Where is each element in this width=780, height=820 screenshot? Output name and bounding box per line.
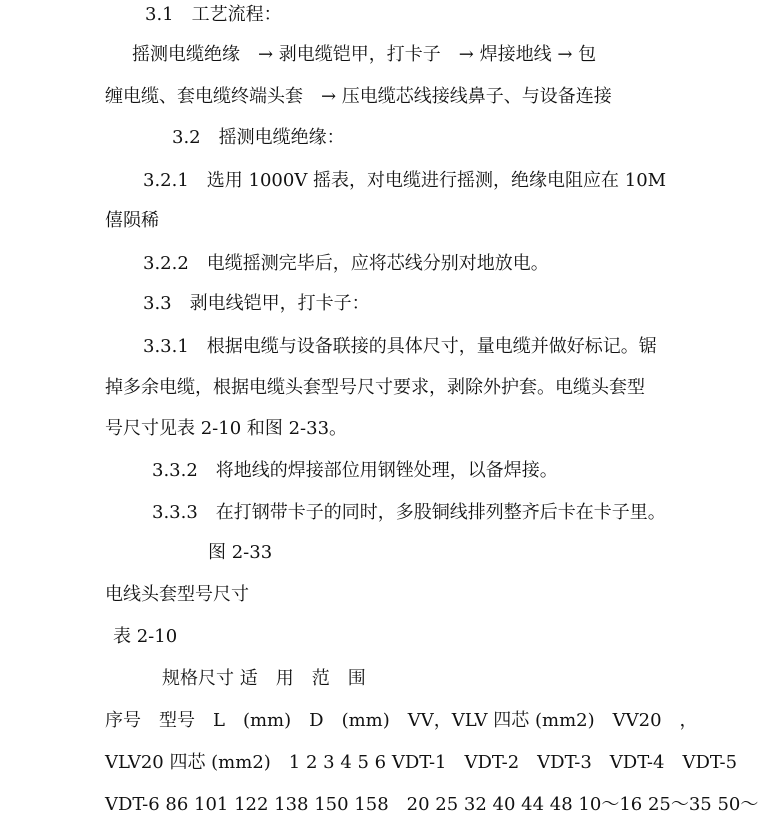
paragraph-line: 3.3.2 将地线的焊接部位用钢锉处理，以备焊接。 xyxy=(152,460,558,481)
paragraph-line: 3.3.1 根据电缆与设备联接的具体尺寸，量电缆并做好标记。锯 xyxy=(143,336,657,357)
section-heading-3-1: 3.1 工艺流程： xyxy=(145,4,282,25)
table-header-line: 规格尺寸 适 用 范 围 xyxy=(162,668,366,689)
figure-caption: 图 2-33 xyxy=(208,542,273,563)
paragraph-line: 3.2.2 电缆摇测完毕后，应将芯线分别对地放电。 xyxy=(143,253,549,274)
paragraph-line: 3.2.1 选用 1000V 摇表，对电缆进行摇测，绝缘电阻应在 10M xyxy=(143,170,667,191)
paragraph-line: 号尺寸见表 2-10 和图 2-33。 xyxy=(105,418,348,439)
table-row-line: VDT-6 86 101 122 138 150 158 20 25 32 40 44 48 10～16 25～35 50～ xyxy=(105,794,759,815)
section-heading-3-2: 3.2 摇测电缆绝缘： xyxy=(172,127,345,148)
table-number: 表 2-10 xyxy=(113,626,178,647)
table-row-line: 序号 型号 L (mm) D (mm) VV，VLV 四芯 (mm2) VV20 ， xyxy=(105,710,698,731)
paragraph-line: 僖陨稀 xyxy=(105,210,159,231)
paragraph-line: 掉多余电缆，根据电缆头套型号尺寸要求，剥除外护套。电缆头套型 xyxy=(105,377,645,398)
paragraph-line: 摇测电缆绝缘 → 剥电缆铠甲，打卡子 → 焊接地线 → 包 xyxy=(132,44,597,65)
table-title: 电线头套型号尺寸 xyxy=(105,584,249,605)
table-row-line: VLV20 四芯 (mm2) 1 2 3 4 5 6 VDT-1 VDT-2 VDT-3 VDT-4 VDT-5 xyxy=(105,752,738,773)
paragraph-line: 缠电缆、套电缆终端头套 → 压电缆芯线接线鼻子、与设备连接 xyxy=(105,86,612,107)
section-heading-3-3: 3.3 剥电线铠甲，打卡子： xyxy=(143,293,370,314)
paragraph-line: 3.3.3 在打钢带卡子的同时，多股铜线排列整齐后卡在卡子里。 xyxy=(152,502,666,523)
